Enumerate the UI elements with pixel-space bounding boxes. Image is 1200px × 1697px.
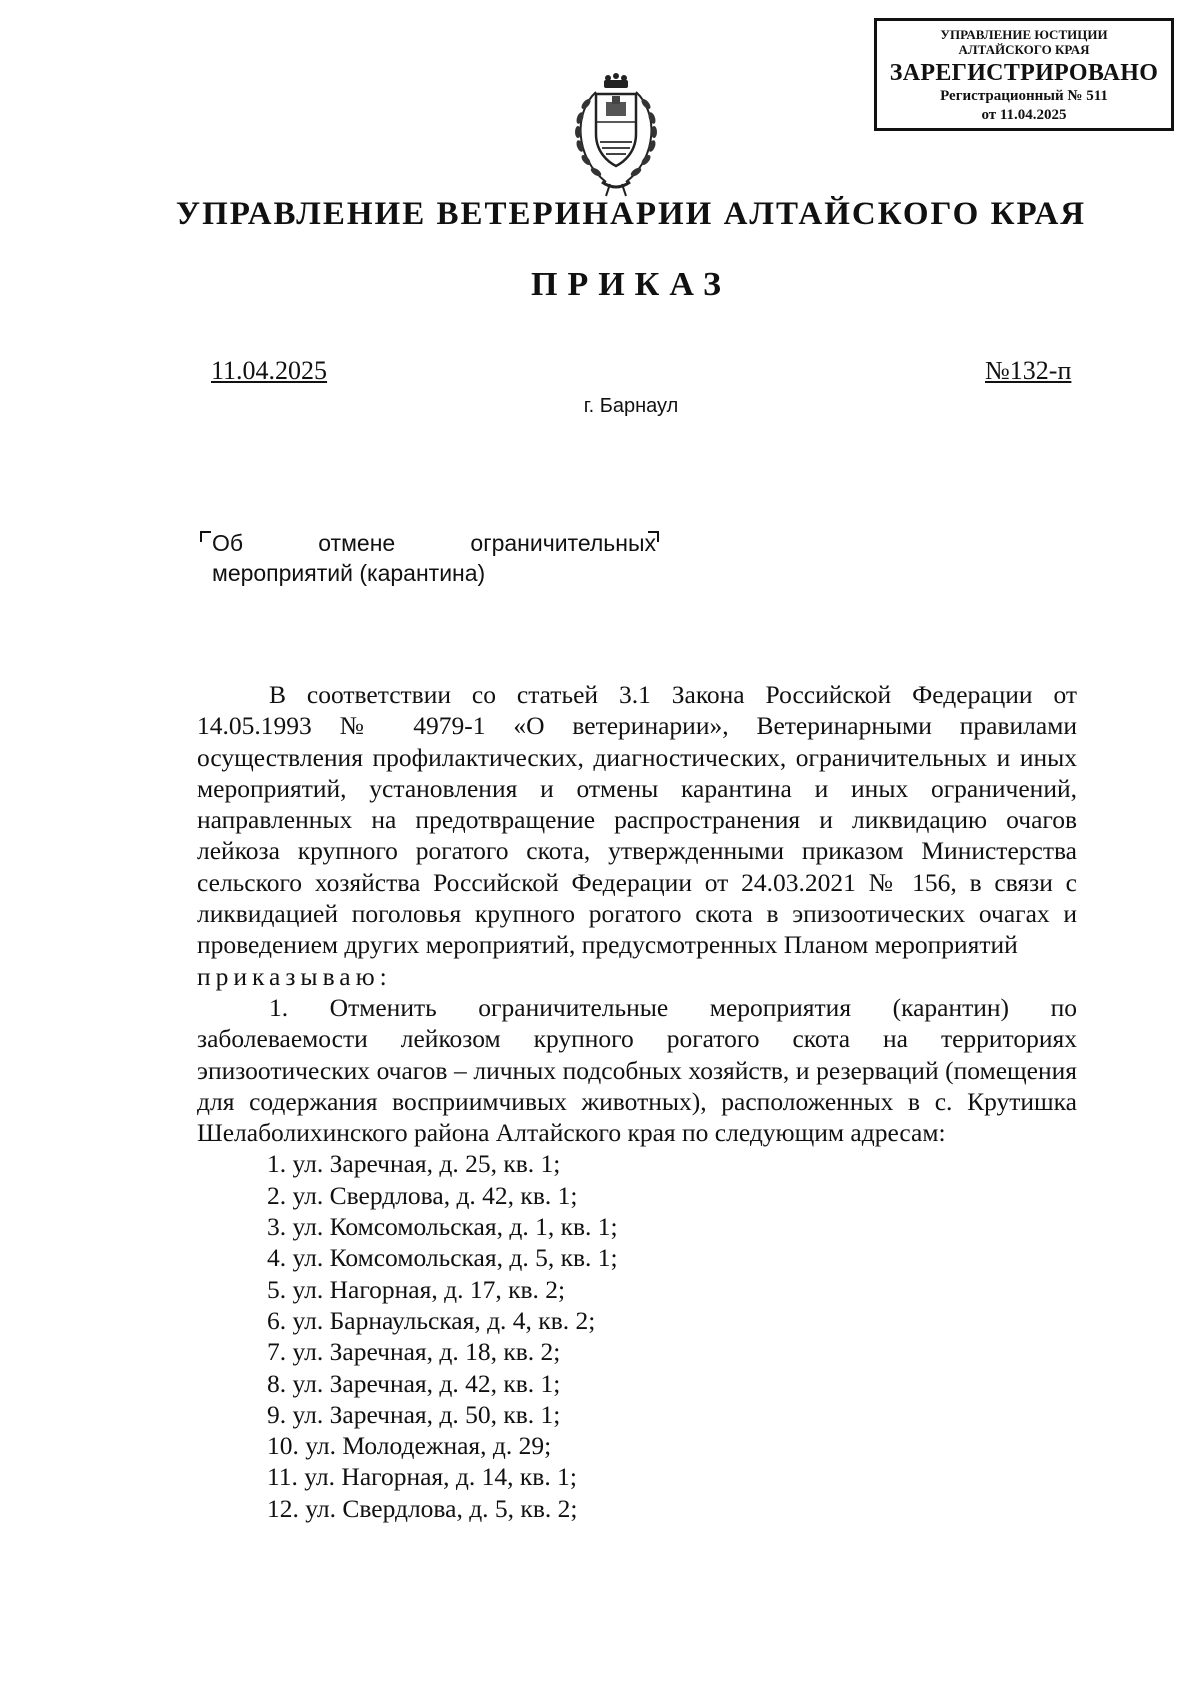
address-item: 4. ул. Комсомольская, д. 5, кв. 1; xyxy=(267,1243,618,1273)
address-item: 5. ул. Нагорная, д. 17, кв. 2; xyxy=(267,1274,566,1304)
order-word: приказываю: xyxy=(197,961,392,991)
address-item: 3. ул. Комсомольская, д. 1, кв. 1; xyxy=(267,1212,618,1242)
stamp-org-line2: АЛТАЙСКОГО КРАЯ xyxy=(958,42,1090,57)
subject-bracket-left xyxy=(200,531,211,542)
order-body xyxy=(197,679,1077,1524)
address-item: 6. ул. Барнаульская, д. 4, кв. 2; xyxy=(267,1305,596,1335)
stamp-date-label: от xyxy=(981,107,997,123)
address-item: 1. ул. Заречная, д. 25, кв. 1; xyxy=(267,1149,561,1179)
stamp-date: 11.04.2025 xyxy=(999,107,1067,123)
stamp-reg-label: Регистрационный № xyxy=(940,88,1083,104)
subject-line-2: мероприятий (карантина) xyxy=(212,560,486,586)
registration-stamp xyxy=(874,18,1174,131)
order-city: г. Барнаул xyxy=(583,395,679,417)
stamp-status: ЗАРЕГИСТРИРОВАНО xyxy=(889,60,1159,86)
address-list xyxy=(197,1148,1077,1524)
document-type: ПРИКАЗ xyxy=(531,266,731,303)
address-item: 12. ул. Свердлова, д. 5, кв. 2; xyxy=(267,1493,578,1523)
subject-line-1: Об отмене ограничительных xyxy=(212,530,656,556)
order-number: №132-п xyxy=(985,356,1072,385)
address-item: 10. ул. Молодежная, д. 29; xyxy=(267,1431,552,1461)
coat-of-arms-icon xyxy=(566,72,666,198)
stamp-reg-line xyxy=(877,87,1171,106)
item-1-paragraph: 1. Отменить ограничительные мероприятия (карантин) по заболеваемости лейкозом крупного рогатого скота на территориях эпизоотических очагов – личных подсобных хозяйств, и резерваций (помещения для содержания восприимчивых животных), расположенных в с. Крутишка Шелаболихинского района Алтайского края по следующим адресам: xyxy=(197,992,1077,1148)
preamble-paragraph: В соответствии со статьей 3.1 Закона Российской Федерации от 14.05.1993 № 4979-1 «О ветеринарии», Ветеринарными правилами осуществления профилактических, диагностических, ограничительных и иных мероприятий, установления и отмены карантина и иных ограничений, направленных на предотвращение распространения и ликвидацию очагов лейкоза крупного рогатого скота, утвержденными приказом Министерства сельского хозяйства Российской Федерации от 24.03.2021 № 156, в связи с ликвидацией поголовья крупного рогатого скота в эпизоотических очагах и проведением других мероприятий, предусмотренных Планом мероприятий xyxy=(197,680,1077,960)
address-item: 9. ул. Заречная, д. 50, кв. 1; xyxy=(267,1399,561,1429)
address-item: 11. ул. Нагорная, д. 14, кв. 1; xyxy=(267,1462,577,1492)
stamp-reg-number: 511 xyxy=(1086,88,1108,104)
address-item: 2. ул. Свердлова, д. 42, кв. 1; xyxy=(267,1180,578,1210)
order-subject xyxy=(212,528,656,588)
address-item: 8. ул. Заречная, д. 42, кв. 1; xyxy=(267,1368,561,1398)
stamp-date-line xyxy=(877,106,1171,125)
agency-title: УПРАВЛЕНИЕ ВЕТЕРИНАРИИ АЛТАЙСКОГО КРАЯ xyxy=(175,196,1087,232)
stamp-org-line1: УПРАВЛЕНИЕ ЮСТИЦИИ xyxy=(940,27,1108,42)
order-date: 11.04.2025 xyxy=(211,356,328,385)
address-item: 7. ул. Заречная, д. 18, кв. 2; xyxy=(267,1337,561,1367)
